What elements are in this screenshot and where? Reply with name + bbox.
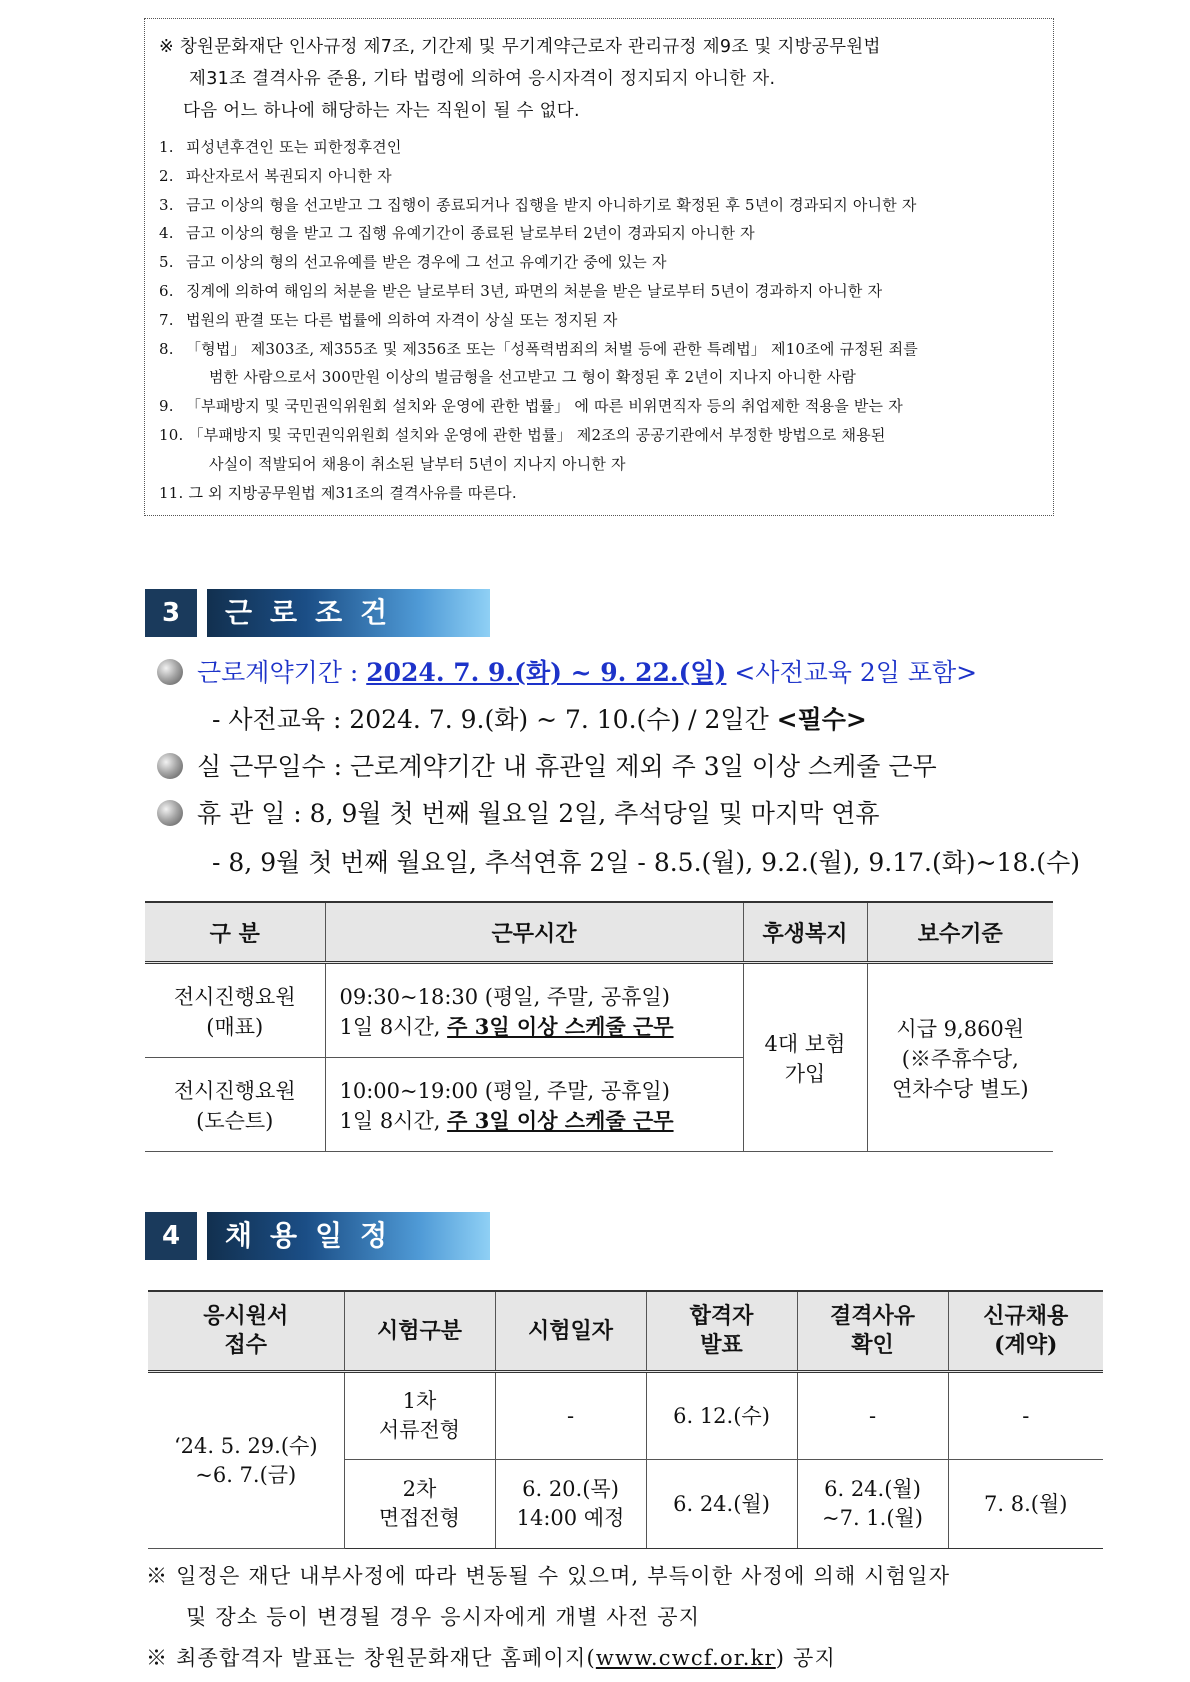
table-header: 구 분 bbox=[145, 902, 325, 963]
table-header: 후생복지 bbox=[743, 902, 867, 963]
qualification-header-1: ※ 창원문화재단 인사규정 제7조, 기간제 및 무기계약근로자 관리규정 제9조 및 지방공무원법 bbox=[159, 37, 881, 57]
contract-period-line bbox=[157, 653, 977, 689]
welfare-cell: 4대 보험 가입 bbox=[743, 963, 867, 1152]
section-title: 근로조건 bbox=[207, 589, 490, 637]
table-header: 시험일자 bbox=[495, 1291, 646, 1372]
hire-cell: 7. 8.(월) bbox=[948, 1460, 1103, 1549]
disqualification-item bbox=[159, 479, 1039, 508]
hours-cell: 10:00~19:00 (평일, 주말, 공휴일) 1일 8시간, 주 3일 이상 스케줄 근무 bbox=[325, 1058, 743, 1152]
table-header: 합격자 발표 bbox=[646, 1291, 797, 1372]
bullet-icon bbox=[157, 753, 183, 779]
role-cell: 전시진행요원 (매표) bbox=[145, 963, 325, 1058]
exam-type-cell: 2차 면접전형 bbox=[344, 1460, 495, 1549]
final-announcement-note: ※ 최종합격자 발표는 창원문화재단 홈페이지(www.cwcf.or.kr) 공지 bbox=[146, 1646, 837, 1670]
item-text: 금고 이상의 형을 받고 그 집행 유예기간이 종료된 날로부터 2년이 경과되지 아니한 자 bbox=[185, 224, 755, 243]
disqualification-item bbox=[159, 392, 1039, 421]
item-number: 5. bbox=[159, 253, 174, 272]
item-number: 3. bbox=[159, 195, 174, 214]
disqualification-item bbox=[159, 248, 1039, 277]
training-line bbox=[212, 700, 867, 736]
exam-date-cell: 6. 20.(목) 14:00 예정 bbox=[495, 1460, 646, 1549]
recruitment-schedule-table bbox=[148, 1290, 1103, 1549]
workdays-text: 실 근무일수 : 근로계약기간 내 휴관일 제외 주 3일 이상 스케줄 근무 bbox=[197, 752, 937, 781]
application-period-cell: ‘24. 5. 29.(수) ~6. 7.(금) bbox=[148, 1372, 344, 1549]
training-text: - 사전교육 : 2024. 7. 9.(화) ~ 7. 10.(수) / 2일간 bbox=[212, 705, 769, 734]
item-text: 금고 이상의 형의 선고유예를 받은 경우에 그 선고 유예기간 중에 있는 자 bbox=[185, 253, 667, 272]
contract-period: 2024. 7. 9.(화) ~ 9. 22.(일) bbox=[366, 658, 727, 687]
disqualification-item bbox=[159, 219, 1039, 248]
check-cell: 6. 24.(월) ~7. 1.(월) bbox=[797, 1460, 948, 1549]
disqualification-item bbox=[159, 335, 1039, 393]
item-text: 법원의 판결 또는 다른 법률에 의하여 자격이 상실 또는 정지된 자 bbox=[185, 310, 618, 329]
item-text: 피성년후견인 또는 피한정후견인 bbox=[185, 138, 402, 156]
table-header: 근무시간 bbox=[325, 902, 743, 963]
item-text: 「부패방지 및 국민권익위원회 설치와 운영에 관한 법률」 에 따른 비위면직자 등의 취업제한 적용을 받는 자 bbox=[185, 397, 903, 416]
section-title: 채용일정 bbox=[207, 1212, 490, 1260]
pay-cell: 시급 9,860원 (※주휴수당, 연차수당 별도) bbox=[867, 963, 1053, 1152]
table-header: 결격사유 확인 bbox=[797, 1291, 948, 1372]
holidays-text: 휴 관 일 : 8, 9월 첫 번째 월요일 2일, 추석당일 및 마지막 연휴 bbox=[197, 799, 880, 828]
bullet-icon bbox=[157, 800, 183, 826]
item-number: 6. bbox=[159, 281, 174, 300]
contract-note: <사전교육 2일 포함> bbox=[734, 658, 978, 687]
training-required: <필수> bbox=[776, 705, 867, 734]
role-cell: 전시진행요원 (도슨트) bbox=[145, 1058, 325, 1152]
section-3-header bbox=[145, 589, 490, 637]
check-cell: - bbox=[797, 1372, 948, 1460]
announce-cell: 6. 24.(월) bbox=[646, 1460, 797, 1549]
section-number: 4 bbox=[145, 1212, 197, 1260]
disqualification-item bbox=[159, 277, 1039, 306]
disqualification-item bbox=[159, 306, 1039, 335]
table-row bbox=[148, 1372, 1103, 1460]
item-text: 징계에 의하여 해임의 처분을 받은 날로부터 3년, 파면의 처분을 받은 날로부터 5년이 경과하지 아니한 자 bbox=[185, 281, 883, 300]
item-number: 2. bbox=[159, 166, 174, 185]
bullet-icon bbox=[157, 659, 183, 685]
holidays-line bbox=[157, 794, 880, 830]
disqualification-item bbox=[159, 133, 1039, 162]
item-number: 9. bbox=[159, 397, 174, 416]
exam-date-cell: - bbox=[495, 1372, 646, 1460]
work-conditions-table bbox=[145, 901, 1053, 1152]
disqualification-item bbox=[159, 191, 1039, 220]
table-row bbox=[145, 963, 1053, 1058]
disqualification-item bbox=[159, 162, 1039, 191]
item-continuation: 범한 사람으로서 300만원 이상의 벌금형을 선고받고 그 형이 확정된 후 2년이 지나지 아니한 사람 bbox=[209, 368, 857, 387]
item-number: 4. bbox=[159, 224, 174, 243]
item-number: 1. bbox=[159, 138, 174, 156]
item-text: 파산자로서 복권되지 아니한 자 bbox=[185, 166, 392, 185]
qualification-header-2: 제31조 결격사유 준용, 기타 법령에 의하여 응시자격이 정지되지 아니한 자. bbox=[189, 69, 776, 89]
table-header: 응시원서 접수 bbox=[148, 1291, 344, 1372]
table-header: 보수기준 bbox=[867, 902, 1053, 963]
hours-cell: 09:30~18:30 (평일, 주말, 공휴일) 1일 8시간, 주 3일 이상 스케줄 근무 bbox=[325, 963, 743, 1058]
table-header: 신규채용 (계약) bbox=[948, 1291, 1103, 1372]
item-number: 7. bbox=[159, 310, 174, 329]
workdays-line bbox=[157, 747, 937, 783]
schedule-note-1: ※ 일정은 재단 내부사정에 따라 변동될 수 있으며, 부득이한 사정에 의해 시험일자 bbox=[146, 1564, 951, 1588]
contract-label: 근로계약기간 : bbox=[197, 658, 359, 687]
qualification-header-3: 다음 어느 하나에 해당하는 자는 직원이 될 수 없다. bbox=[183, 101, 580, 121]
item-text: 「부패방지 및 국민권익위원회 설치와 운영에 관한 법률」 제2조의 공공기관에서 부정한 방법으로 채용된 bbox=[188, 425, 886, 444]
exam-type-cell: 1차 서류전형 bbox=[344, 1372, 495, 1460]
item-text: 그 외 지방공무원법 제31조의 결격사유를 따른다. bbox=[188, 483, 517, 502]
hire-cell: - bbox=[948, 1372, 1103, 1460]
homepage-link[interactable]: www.cwcf.or.kr bbox=[595, 1646, 776, 1670]
item-number: 8. bbox=[159, 339, 174, 358]
qualification-box bbox=[144, 18, 1054, 516]
disqualification-item bbox=[159, 421, 1039, 479]
section-number: 3 bbox=[145, 589, 197, 637]
announce-cell: 6. 12.(수) bbox=[646, 1372, 797, 1460]
schedule-note-2: 및 장소 등이 변경될 경우 응시자에게 개별 사전 공지 bbox=[186, 1605, 701, 1629]
section-4-header bbox=[145, 1212, 490, 1260]
table-header: 시험구분 bbox=[344, 1291, 495, 1372]
item-text: 「형법」 제303조, 제355조 및 제356조 또는「성폭력범죄의 처벌 등에 관한 특례법」 제10조에 규정된 죄를 bbox=[185, 339, 918, 358]
item-continuation: 사실이 적발되어 채용이 취소된 날부터 5년이 지나지 아니한 자 bbox=[209, 454, 626, 473]
item-text: 금고 이상의 형을 선고받고 그 집행이 종료되거나 집행을 받지 아니하기로 확정된 후 5년이 경과되지 아니한 자 bbox=[185, 195, 917, 214]
item-number: 10. bbox=[159, 425, 184, 444]
disqualification-list bbox=[159, 133, 1039, 507]
item-number: 11. bbox=[159, 483, 184, 502]
holidays-detail: - 8, 9월 첫 번째 월요일, 추석연휴 2일 - 8.5.(월), 9.2.(월), 9.17.(화)~18.(수) bbox=[212, 848, 1080, 877]
